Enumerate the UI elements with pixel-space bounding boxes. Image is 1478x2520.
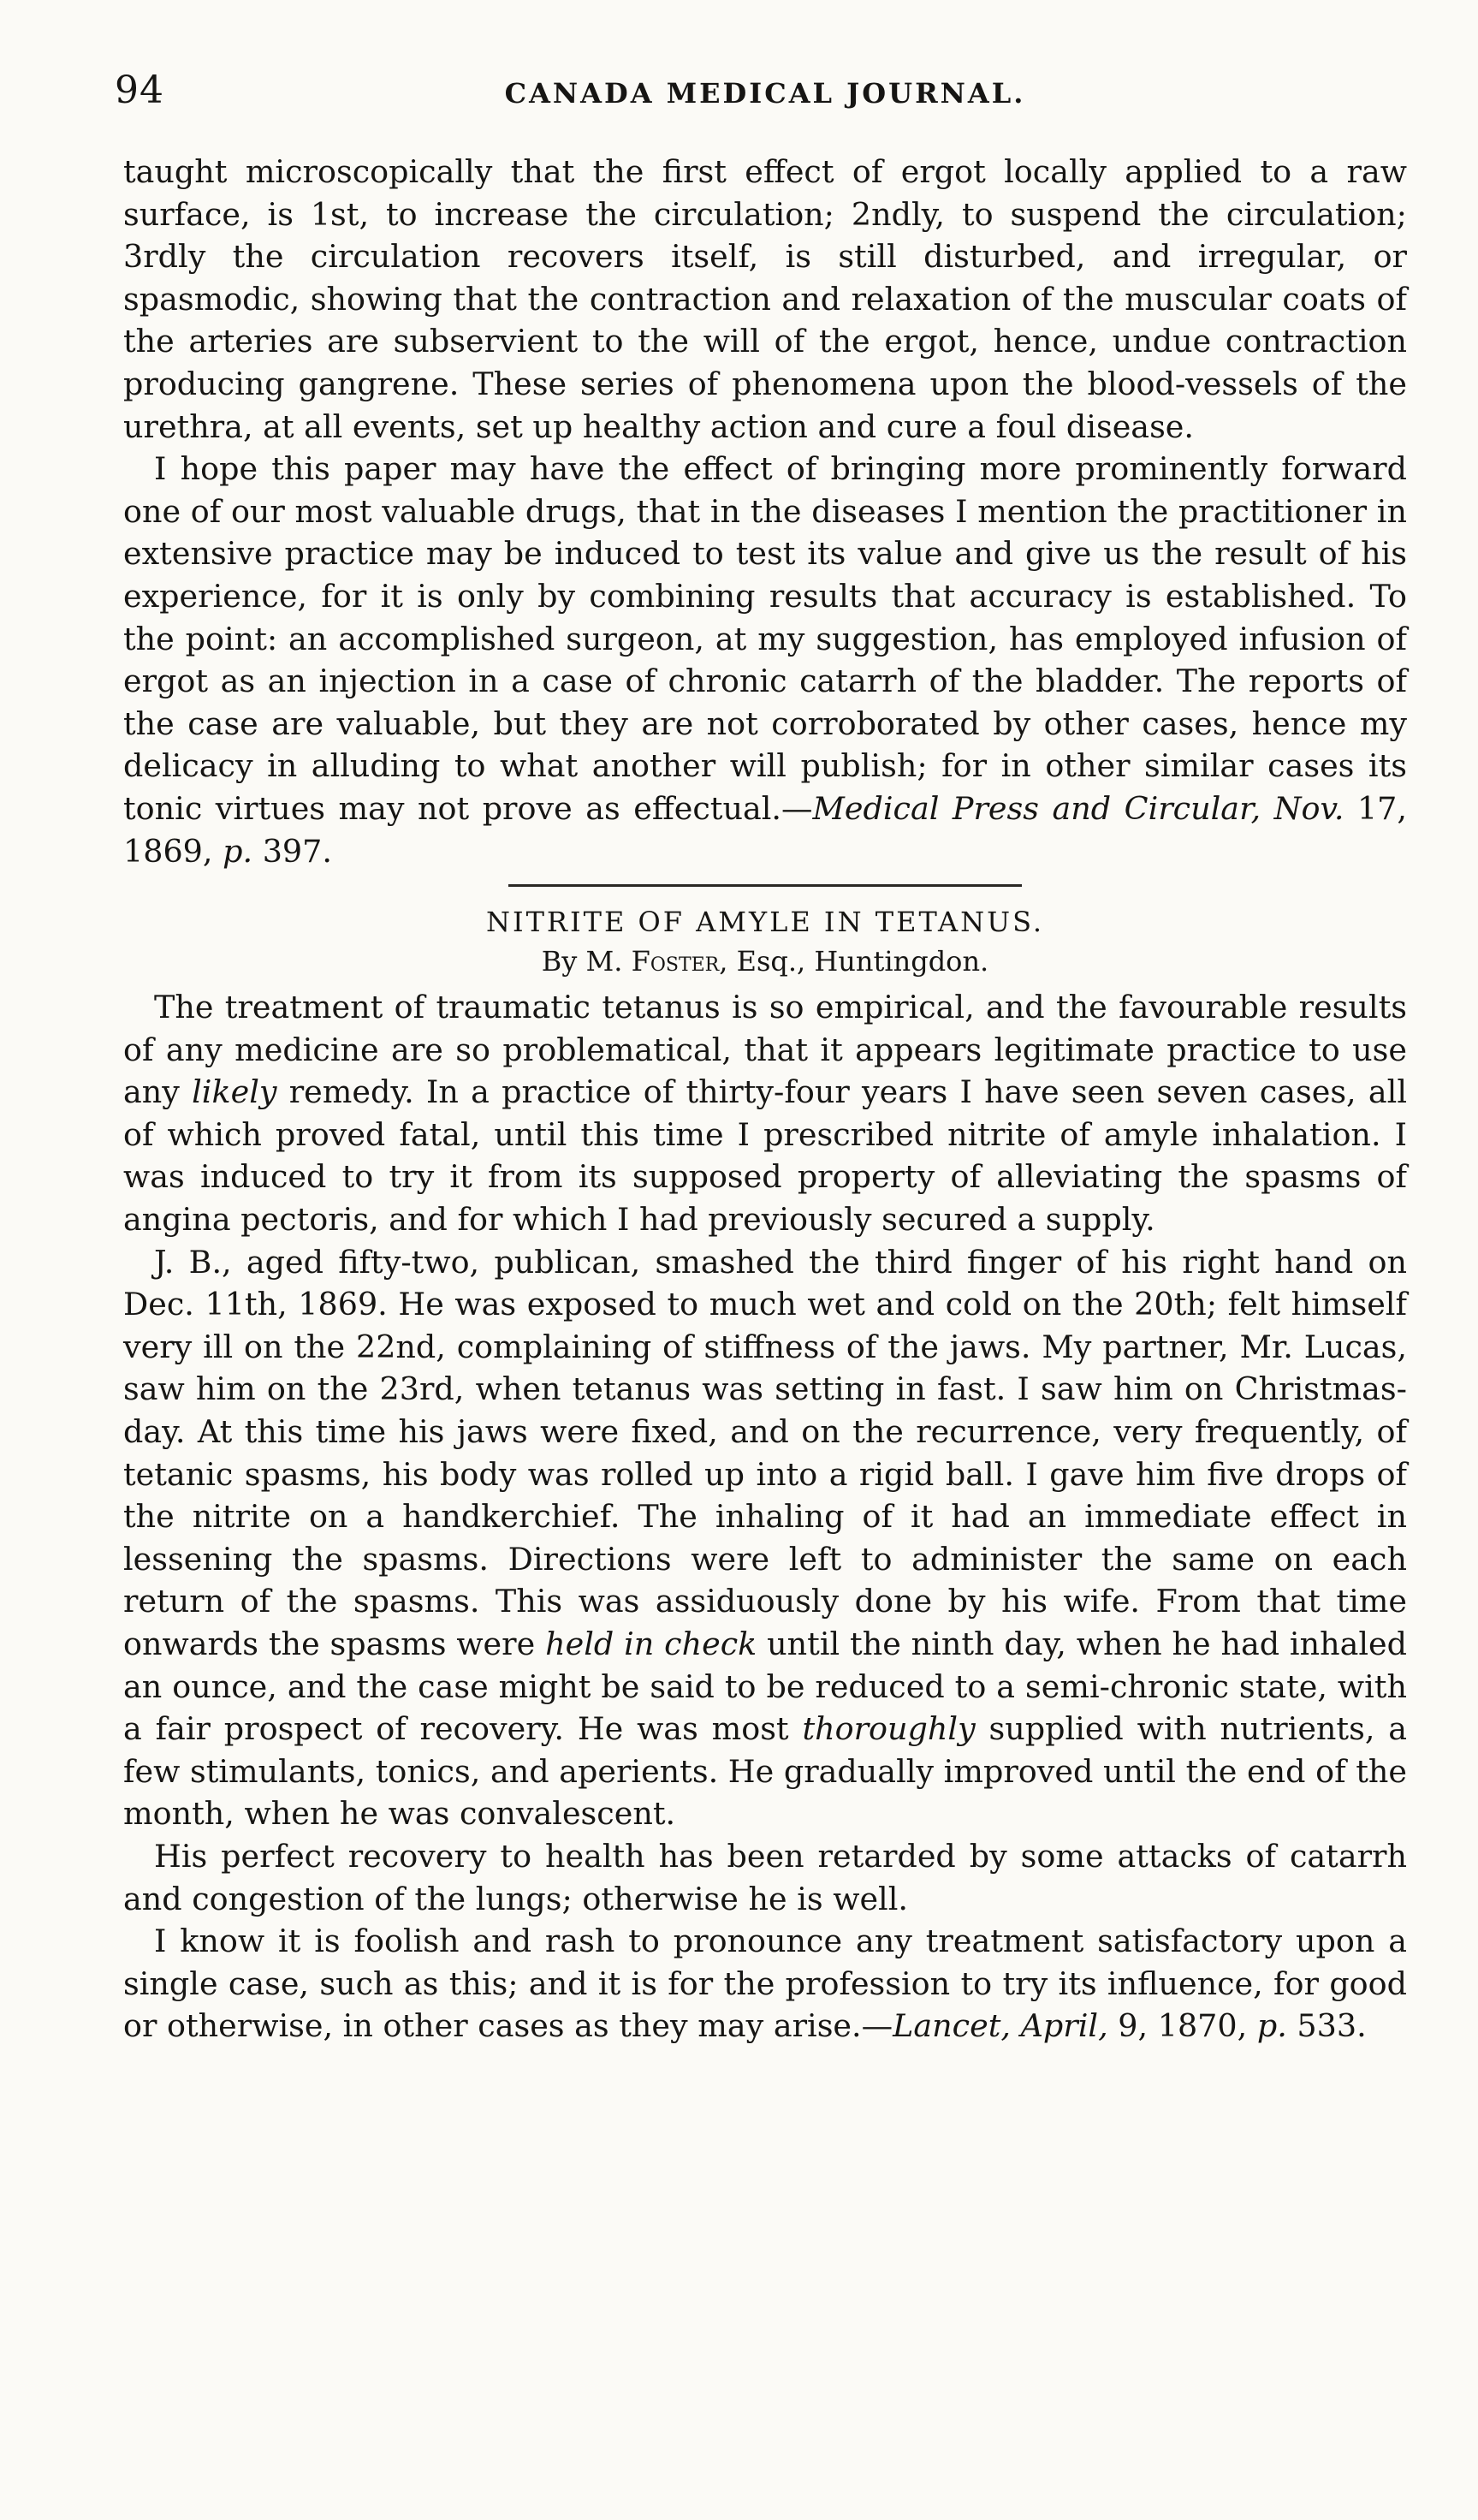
- paragraph-text: remedy. In a practice of thirty-four years I have seen seven cases, all of which proved fatal, until this time I prescribed nitrite of amyle inhalation. I was induced to try it from its supposed property of alleviating the spasms of angina pectoris, and for which I had previously secured a supply.: [123, 1073, 1407, 1239]
- paragraph-text: supplied with nutrients, a few stimulants, tonics, and aperients. He gradually improved until the end of the month, when he was convalescent.: [123, 1710, 1408, 1833]
- paragraph: His perfect recovery to health has been retarded by some attacks of catarrh and congestion of the lungs; otherwise he is well.: [123, 1837, 1407, 1917]
- byline-author: M. Foster: [585, 945, 720, 978]
- paragraph-text: I hope this paper may have the effect of bringing more prominently forward one of our most valuable drugs, that in the diseases I mention the practitioner in extensive practice may be induced to test its value and give us the result of his experience, for it is only by combining results that accuracy is established. To the point: an accomplished surgeon, at my suggestion, has employed infusion of ergot as an injection in a case of chronic catarrh of the bladder. The reports of the case are valuable, but they are not corroborated by other cases, hence my delicacy in alluding to what another will publish; for in other similar cases its tonic virtues may not prove as effectual.—: [123, 450, 1407, 827]
- paragraph: [123, 1241, 1407, 1835]
- article-byline: [123, 945, 1407, 978]
- emphasis: thoroughly: [802, 1710, 976, 1748]
- paragraph-text: until the ninth day, when he had inhaled an ounce, and the case might be said to be reduced to a semi-chronic state, with a fair prospect of recovery. He was most: [123, 1626, 1408, 1748]
- paragraph-text: J. B., aged fifty-two, publican, smashed the third finger of his right hand on Dec. 11th, 1869. He was exposed to much wet and cold on the 20th; felt himself very ill on the 22nd, complaining of stiffness of the jaws. My partner, Mr. Lucas, saw him on the 23rd, when tetanus was setting in fast. I saw him on Christmas-day. At this time his jaws were fixed, and on the recurrence, very frequently, of tetanic spasms, his body was rolled up into a rigid ball. I gave him five drops of the nitrite on a handkerchief. The inhaling of it had an immediate effect in lessening the spasms. Directions were left to administer the same on each return of the spasms. This was assiduously done by his wife. From that time onwards the spasms were: [123, 1243, 1407, 1662]
- citation-date: 17, 1869,: [123, 789, 1408, 870]
- emphasis: likely: [192, 1073, 277, 1111]
- paragraph: [123, 986, 1407, 1241]
- article-title: NITRITE OF AMYLE IN TETANUS.: [485, 906, 1045, 939]
- citation-date: 9, 1870,: [1118, 2007, 1248, 2045]
- citation-page-label: p.: [223, 832, 253, 870]
- paragraph: [123, 1920, 1407, 2048]
- journal-title: CANADA MEDICAL JOURNAL.: [504, 77, 1026, 110]
- citation-source: Lancet, April,: [893, 2007, 1108, 2045]
- article-text: [123, 986, 1407, 2048]
- citation-page-label: p.: [1256, 2007, 1287, 2045]
- citation-source: Medical Press and Circular, Nov.: [812, 789, 1344, 827]
- section-divider: [508, 884, 1022, 887]
- running-head: [115, 68, 1407, 137]
- citation-page: 533.: [1297, 2007, 1367, 2045]
- byline-suffix: , Esq., Huntingdon.: [719, 945, 989, 978]
- paragraph: [123, 448, 1407, 872]
- journal-page: [115, 68, 1408, 2465]
- citation-page: 397.: [262, 832, 332, 870]
- byline-prefix: By: [541, 945, 578, 978]
- previous-article-text: [123, 151, 1407, 872]
- paragraph-text: I know it is foolish and rash to pronounce any treatment satisfactory upon a single case, such as this; and it is for the profession to try its influence, for good or otherwise, in other cases as they may arise.—: [123, 1923, 1407, 2045]
- paragraph-text: The treatment of traumatic tetanus is so empirical, and the favourable results of any medicine are so problematical, that it appears legitimate practice to use any: [123, 989, 1407, 1111]
- page-number: 94: [115, 68, 164, 112]
- emphasis: held in check: [545, 1626, 757, 1662]
- paragraph: taught microscopically that the first effect of ergot locally applied to a raw surface, is 1st, to increase the circulation; 2ndly, to suspend the circulation; 3rdly the circulation recovers itself, is still disturbed, and irregular, or spasmodic, showing that the contraction and relaxation of the muscular coats of the arteries are subservient to the will of the ergot, hence, undue contraction producing gangrene. These series of phenomena upon the blood-vessels of the urethra, at all events, set up healthy action and cure a foul disease.: [123, 153, 1407, 445]
